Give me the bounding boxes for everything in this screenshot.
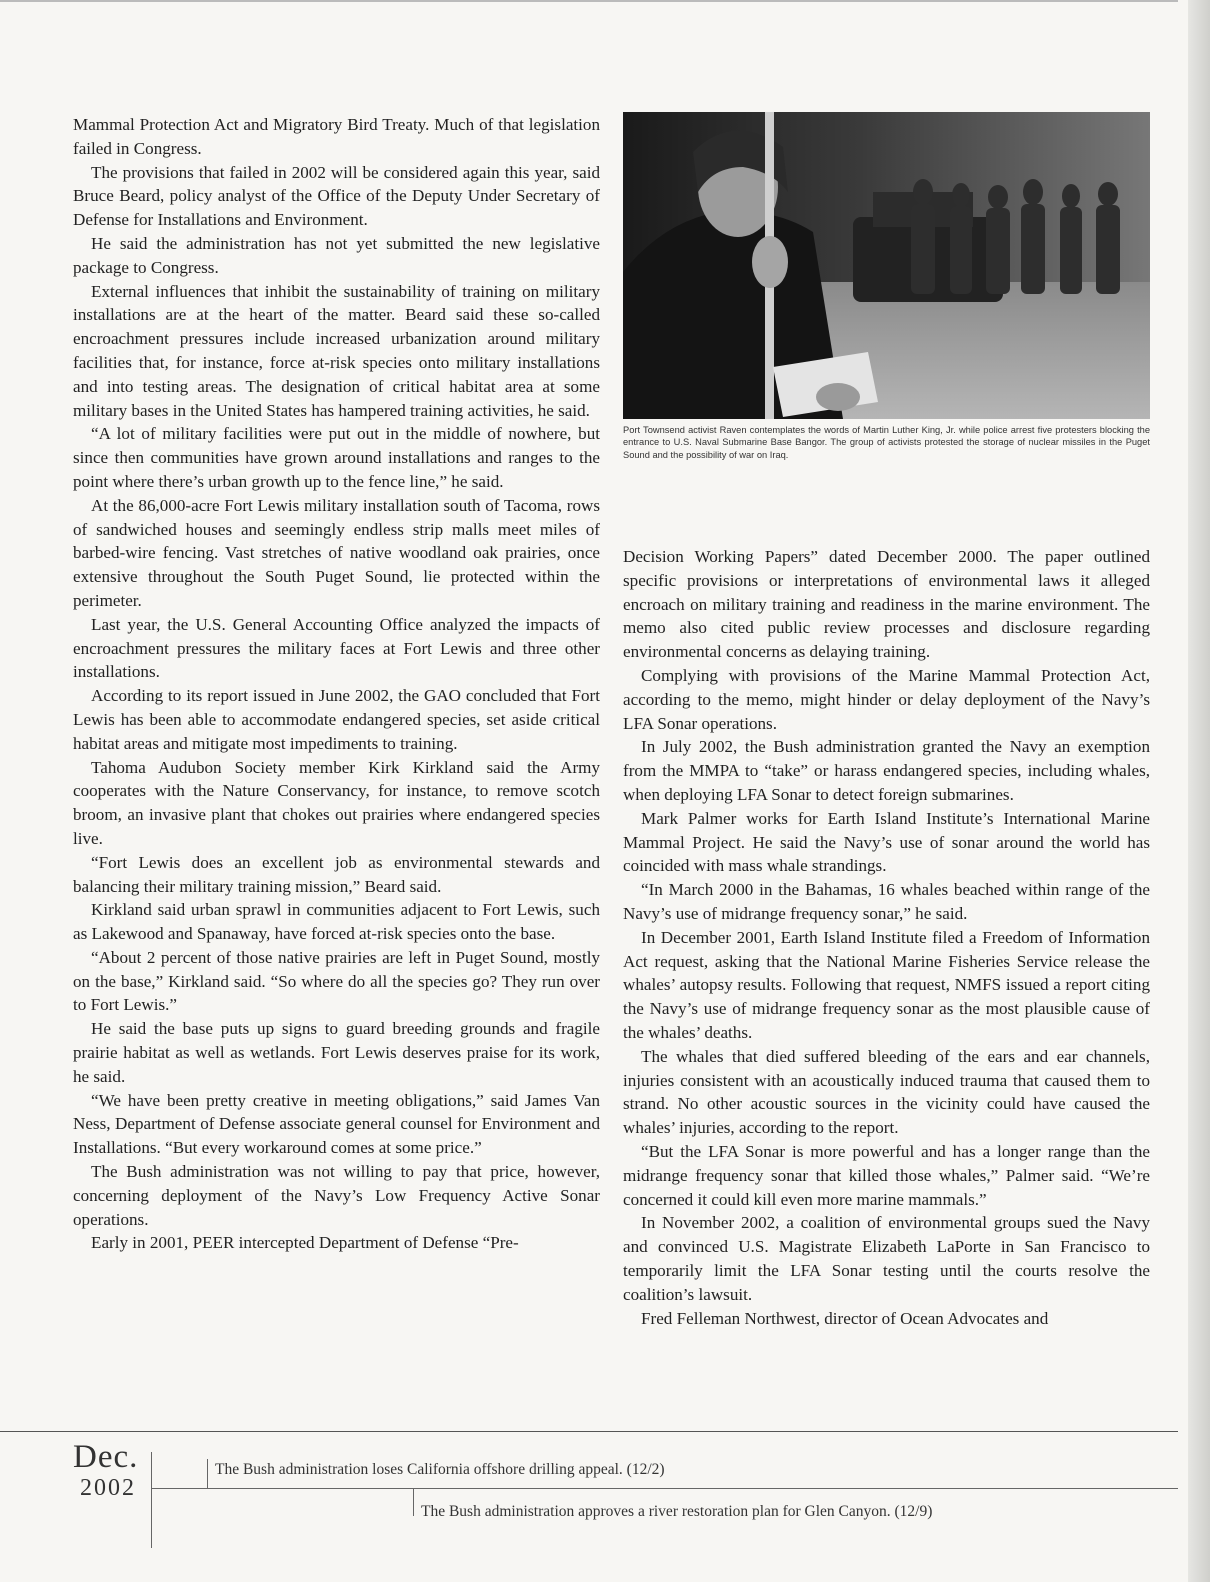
paragraph: External influences that inhibit the sustainability of training on military installations are at the heart of the matter. Beard said these so-called encroachment pressures include increased urbanization around military facilities that, for instance, force at-risk species onto military installations and into testing areas. The designation of critical habitat area at some military bases in the United States has hampered training activities, he said. (73, 281, 600, 420)
paragraph: Tahoma Audubon Society member Kirk Kirkland said the Army cooperates with the Nature Conservancy, for instance, to remove scotch broom, an invasive plant that chokes out prairies where endangered species live. (73, 757, 600, 848)
paragraph: At the 86,000-acre Fort Lewis military installation south of Tacoma, rows of sandwiched houses and seemingly endless strip malls meet miles of barbed-wire fencing. Vast stretches of native woodland oak prairies, once extensive throughout the South Puget Sound, lie protected within the perimeter. (73, 495, 600, 610)
paragraph: Last year, the U.S. General Accounting Office analyzed the impacts of encroachment pressures the military faces at Fort Lewis and three other installations. (73, 614, 600, 682)
timeline-tick (413, 1488, 414, 1516)
paragraph: The Bush administration was not willing to pay that price, however, concerning deployment of the Navy’s Low Frequency Active Sonar operations. (73, 1162, 600, 1229)
left-text-column (73, 113, 600, 1255)
paragraph: “We have been pretty creative in meeting obligations,” said James Van Ness, Department of Defense associate general counsel for Environment and Installations. “But every workaround comes at some price.” (73, 1090, 600, 1158)
paragraph: The whales that died suffered bleeding of the ears and ear channels, injuries consistent with an acoustically induced trauma that caused them to strand. No other acoustic sources in the vicinity could have caused the whales’ injuries, according to the report. (623, 1046, 1150, 1138)
paragraph: Fred Felleman Northwest, director of Ocean Advocates and (641, 1308, 1049, 1328)
right-text-column (623, 545, 1150, 1330)
photo-caption: Port Townsend activist Raven contemplates the words of Martin Luther King, Jr. while police arrest five protesters blocking the entrance to U.S. Naval Submarine Base Bangor. The group of activists protested the storage of nuclear missiles in the Puget Sound and the possibility of war on Iraq. (623, 425, 1150, 460)
paragraph: Early in 2001, PEER intercepted Department of Defense “Pre- (91, 1233, 519, 1253)
paragraph: He said the base puts up signs to guard breeding grounds and fragile prairie habitat as well as wetlands. Fort Lewis deserves praise for its work, he said. (73, 1019, 600, 1086)
top-rule (0, 0, 1178, 2)
paragraph: In July 2002, the Bush administration granted the Navy an exemption from the MMPA to “take” or harass endangered species, including whales, when deploying LFA Sonar to detect foreign submarines. (623, 737, 1150, 804)
footer-month: Dec. (73, 1439, 139, 1475)
timeline-entry: The Bush administration loses California offshore drilling appeal. (12/2) (215, 1461, 665, 1478)
paragraph: Mammal Protection Act and Migratory Bird Treaty. Much of that legislation failed in Congress. (73, 115, 600, 158)
paragraph: Complying with provisions of the Marine Mammal Protection Act, according to the memo, might hinder or delay deployment of the Navy’s LFA Sonar operations. (623, 665, 1150, 733)
paragraph: “But the LFA Sonar is more powerful and has a longer range than the midrange frequency sonar that killed those whales,” Palmer said. “We’re concerned it could kill even more marine mammals.” (623, 1141, 1150, 1209)
paragraph: Kirkland said urban sprawl in communities adjacent to Fort Lewis, such as Lakewood and Spanaway, have forced at-risk species onto the base. (73, 900, 600, 944)
paragraph: “In March 2000 in the Bahamas, 16 whales beached within range of the Navy’s use of midrange frequency sonar,” he said. (623, 880, 1150, 923)
paragraph: Mark Palmer works for Earth Island Institute’s International Marine Mammal Project. He said the Navy’s use of sonar around the world has coincided with mass whale strandings. (623, 808, 1150, 876)
photo-image (623, 112, 1150, 419)
footer-year: 2002 (80, 1475, 136, 1501)
paragraph: The provisions that failed in 2002 will be considered again this year, said Bruce Beard, policy analyst of the Office of the Deputy Under Secretary of Defense for Installations and Environment. (73, 162, 600, 230)
timeline-axis (151, 1452, 152, 1548)
paragraph: “A lot of military facilities were put out in the middle of nowhere, but since then communities have grown around installations and ranges to the point where there’s urban growth up to the fence line,” he said. (73, 424, 600, 491)
paragraph: Decision Working Papers” dated December 2000. The paper outlined specific provisions or interpretations of environmental laws it alleged encroach on military training and readiness in the marine environment. The memo also cited public review processes and disclosure regarding environmental concerns as delaying training. (623, 547, 1150, 662)
paragraph: In December 2001, Earth Island Institute filed a Freedom of Information Act request, asking that the National Marine Fisheries Service release the whales’ autopsy results. Following that request, NMFS issued a report citing the Navy’s use of midrange frequency sonar as the most plausible cause of the whales’ deaths. (623, 927, 1150, 1042)
timeline-tick (207, 1459, 208, 1488)
paragraph: He said the administration has not yet submitted the new legislative package to Congress. (73, 233, 600, 277)
page-edge-shadow (1188, 0, 1210, 1582)
paragraph: According to its report issued in June 2002, the GAO concluded that Fort Lewis has been able to accommodate endangered species, set aside critical habitat areas and mitigate most impediments to training. (73, 686, 600, 753)
paragraph: “Fort Lewis does an excellent job as environmental stewards and balancing their military training mission,” Beard said. (73, 852, 600, 896)
protest-photo (623, 112, 1150, 419)
timeline-entry: The Bush administration approves a river restoration plan for Glen Canyon. (12/9) (421, 1503, 933, 1520)
timeline-baseline (151, 1488, 1178, 1489)
paragraph: In November 2002, a coalition of environmental groups sued the Navy and convinced U.S. Magistrate Elizabeth LaPorte in San Francisco to temporarily limit the LFA Sonar testing until the courts resolve the coalition’s lawsuit. (623, 1213, 1150, 1304)
footer-rule (0, 1431, 1178, 1432)
paragraph: “About 2 percent of those native prairies are left in Puget Sound, mostly on the base,” Kirkland said. “So where do all the species go? They run over to Fort Lewis.” (73, 947, 600, 1015)
